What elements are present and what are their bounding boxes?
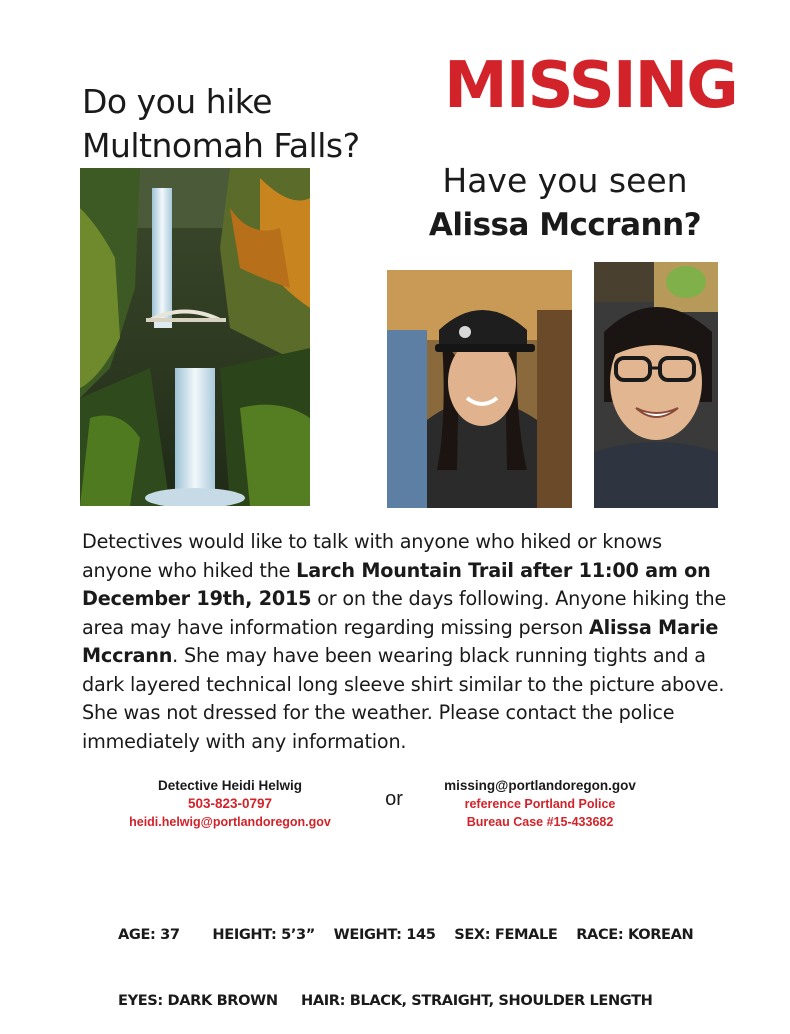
waterfall-photo [80,168,310,506]
missing-person-name: Alissa Mccrann? [428,207,702,243]
case-reference-line2: Bureau Case #15-433682 [466,815,614,829]
seen-question: Have you seen [442,161,688,200]
stats-line2: EYES: DARK BROWN HAIR: BLACK, STRAIGHT, SHOULDER LENGTH [118,992,653,1009]
hike-question-line1: Do you hike [82,82,273,121]
detective-contact [110,777,350,831]
description-trail-date: Larch Mountain Trail after 11:00 am on December 19th, 2015 [82,558,711,610]
physical-description [118,880,758,1034]
detective-name: Detective Heidi Helwig [157,778,303,793]
description-paragraph [82,528,732,756]
description-part-1: Detectives would like to talk with anyone who hiked or knows anyone who hiked the [82,530,662,582]
missing-contact [420,777,660,831]
detective-phone: 503-823-0797 [187,796,273,811]
description-part-2: or on the days following. Anyone hiking the area may have information regarding missing person [82,587,727,639]
hike-question [82,80,412,168]
person-photo-cap [387,270,572,508]
case-reference-line1: reference Portland Police [464,797,616,811]
person-photo-glasses [594,262,718,508]
or-separator: or [385,788,403,810]
description-part-3: . She may have been wearing black running tights and a dark layered technical long sleeve shirt similar to the picture above. She was not dressed for the weather. Please contact the police immediately with any information. [82,644,725,753]
description-full-name: Alissa Marie Mccrann [82,615,719,667]
hike-question-line2: Multnomah Falls? [82,126,360,165]
missing-email: missing@portlandoregon.gov [444,778,636,793]
stats-line1: AGE: 37 HEIGHT: 5’3” WEIGHT: 145 SEX: FEMALE RACE: KOREAN [118,926,694,943]
missing-title: MISSING [444,49,737,123]
detective-email: heidi.helwig@portlandoregon.gov [129,815,331,829]
